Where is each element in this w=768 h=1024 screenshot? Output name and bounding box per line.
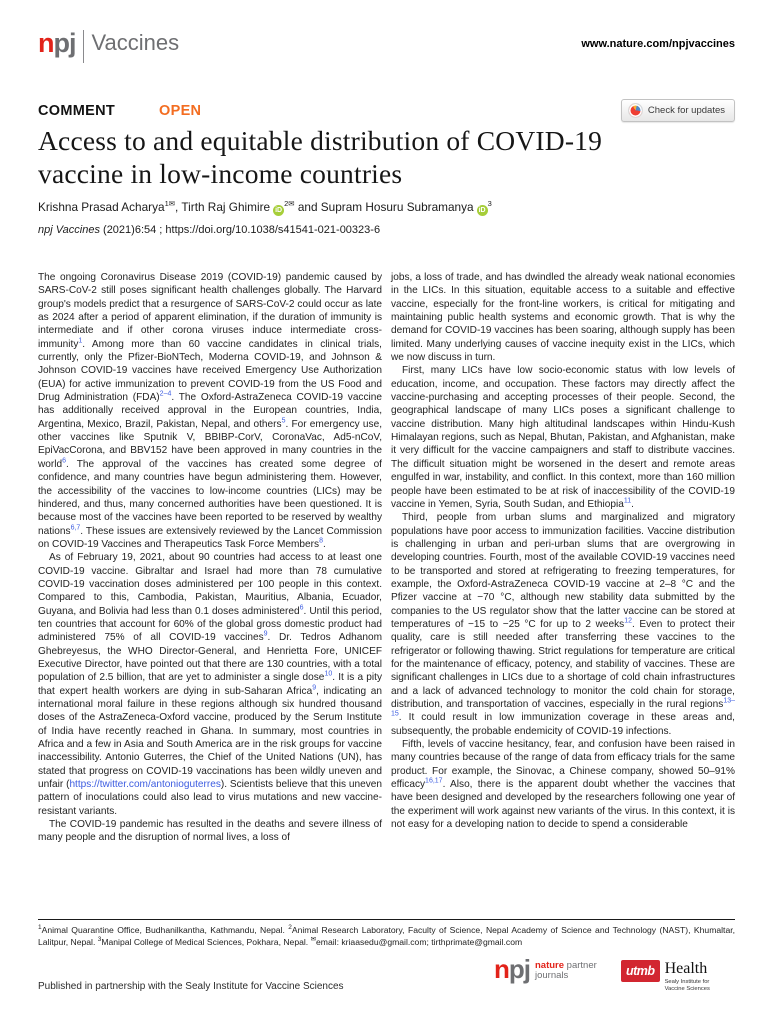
npj-footer-logo-text: npj [494, 954, 530, 984]
journal-url: www.nature.com/npjvaccines [581, 38, 735, 50]
paragraph: The COVID-19 pandemic has resulted in the deaths and severe illness of many people and the disruption of normal lives, a loss of [38, 819, 382, 844]
paragraph: Third, people from urban slums and marginalized and migratory populations have poor access to immunization facilities. Vaccine distribution is challenging in urban and peri-urban slums that are overgrowing in developing countries. Fourth, most of the available COVID-19 vaccines need to be transported and stored at refrigerating to freezing temperatures, for example, the Oxford-AstraZeneca COVID-19 vaccine at 2–8 °C and the Pfizer vaccine at −70 °C, although new stability data submitted by the companies to the US regulator show that the latter vaccine can be stored at temperatures of −15 to −25 °C for up to 2 weeks$^{12}$. Even to protect their quality, care is still needed after transferring these vaccines to the refrigerator or following thawing. Strict regulations for temperature are critical for the maintenance of efficacy, potency, and stability of vaccines. These are significant challenges in LICs due to a shortage of cold chain infrastructures and a lack of advanced technology to monitor the cold chain for storage, distribution, and transportation of vaccines, especially in the rural regions$^{13-15}$. It could result in low immunization coverage in these areas and, subsequently, the probable endemicity of COVID-19 infections. [391, 512, 735, 737]
citation-ref: 8 [319, 537, 323, 545]
npj-partner-logo [494, 954, 597, 984]
check-for-updates-button[interactable] [621, 99, 735, 122]
footnote-divider [38, 919, 735, 920]
npj-vaccines-logo [38, 30, 179, 63]
npj-logo-text: npj [38, 28, 76, 58]
inline-link[interactable]: https://twitter.com/antonioguterres [69, 779, 221, 791]
utmb-health-text: Health Sealy Institute for Vaccine Sciences [664, 960, 710, 992]
crossmark-icon [628, 103, 643, 118]
citation-ref: 6 [62, 457, 67, 465]
citation-ref: 6 [299, 604, 304, 612]
paragraph: Fifth, levels of vaccine hesitancy, fear, and confusion have been raised in many countries because of the range of data from efficacy trials for the same product. For example, the Sinovac, a Chinese company, showed 50–91% efficacy$^{16,17}$. Also, there is the apparent doubt whether the vaccines that have been designed and developed by the researchers following one year of the experiment will work against new variants of the virus. In this context, it is not easy for a developing nation to decide to spend a considerable [391, 739, 735, 831]
citation-ref: 2–4 [159, 390, 172, 398]
paragraph: jobs, a loss of trade, and has dwindled the already weak national economies in the LICs. In this situation, equitable access to a suitable and effective vaccine, especially for the front-line workers, is critical for mitigating and maintaining public health systems and economic growth. That is why the demand for COVID-19 vaccines has been soaring, although supply has been limited. Many underlying causes of vaccine inequity exist in the LICs, which we now discuss in turn. [391, 272, 735, 364]
sealy-institute-label: Sealy Institute for Vaccine Sciences [664, 978, 710, 992]
citation-ref: 6,7 [70, 524, 81, 532]
check-for-updates-label: Check for updates [647, 105, 725, 116]
citation-ref: 11 [623, 497, 632, 505]
journal-name: Vaccines [91, 30, 180, 55]
article-type-label: COMMENT [38, 102, 116, 119]
utmb-health-logo [621, 960, 710, 993]
column-right [391, 271, 735, 845]
orcid-icon: iD [275, 207, 283, 214]
citation-ref: 5 [281, 417, 286, 425]
paragraph: As of February 19, 2021, about 90 countries had access to at least one COVID-19 vaccine. Gibraltar and Israel had more than 78 cumulative COVID-19 vaccination doses administered per 100 people in this context. Compared to this, Cambodia, Pakistan, Mauritius, Albania, Ecuador, Guyana, and Bolivia had less than 0.1 doses administered$^6$. Until this period, ten countries that account for 60% of the global gross domestic product had administered 75% of all COVID-19 vaccines$^9$. Dr. Tedros Adhanom Ghebreyesus, the WHO Director-General, and Henrietta Fore, UNICEF Executive Director, have pointed out that there are 130 countries, with a total population of 2.5 billion, that are yet to administer a single dose$^{10}$. It is a pity that expert health workers are dying in sub-Saharan Africa$^9$, indicating an international moral failure in these regions although six hundred thousand doses of the AstraZeneca-Oxford vaccine, produced by the Serum Institute of India have recently reached in Ghana. In summary, most countries in Africa and a few in Asia and South America are in the risk groups for vaccine inaccessibility. Antonio Guterres, the Chief of the United Nations (UN), has stated that progress on COVID-19 vaccinations has been wildly uneven and unfair (https://twitter.com/antonioguterres). Scientists believe that this uneven pattern of inoculations could also lead to virus mutations and new vaccine-resistant variants. [38, 552, 383, 817]
utmb-logo-box: utmb [621, 960, 660, 982]
open-access-label: OPEN [159, 102, 202, 119]
citation-ref: 12 [624, 617, 632, 625]
citation-ref: 10 [324, 670, 333, 678]
citation-ref: 9 [312, 684, 317, 692]
citation-ref: 13–15 [391, 697, 735, 718]
nature-partner-journals-label: nature partner journals [535, 960, 597, 981]
partnership-statement: Published in partnership with the Sealy Institute for Vaccine Sciences [38, 981, 344, 992]
page-header [38, 30, 735, 63]
citation-ref: 9 [263, 630, 268, 638]
logo-divider [83, 30, 84, 63]
article-title: Access to and equitable distribution of COVID-19 vaccine in low-income countries [38, 125, 603, 189]
kicker-row [38, 99, 735, 122]
author-line: Krishna Prasad Acharya$^{1✉}$, Tirth Raj Ghimire $iD^{2✉}$ and Supram Hosuru Subramanya $iD^3$ [38, 199, 492, 214]
citation-ref: 1 [78, 337, 83, 345]
article-body [38, 271, 735, 845]
column-left [38, 271, 382, 845]
paragraph: The ongoing Coronavirus Disease 2019 (COVID-19) pandemic caused by SARS-CoV-2 still poses significant health challenges globally. The Harvard group's models predict that a resurgence of SARS-CoV-2 could occur as late as 2024 after a period of apparent elimination, if the duration of immunity is intermediate and if other corona viruses induce intermediate cross-immunity$^1$. Among more than 60 vaccine candidates in clinical trials, currently, only the Pfizer-BioNTech, Moderna COVID-19, and Johnson & Johnson COVID-19 vaccines have received Emergency Use Authorization (EUA) for active immunization to prevent COVID-19 from the US Food and Drug Administration (FDA)$^{2-4}$. The Oxford-AstraZeneca COVID-19 vaccine has additionally received approval in the European countries, India, Argentina, Mexico, Brazil, Pakistan, Nepal, and others$^5$. For emergency use, other vaccines like Sputnik V, BBIBP-CorV, CoronaVac, Ad5-nCoV, EpiVacCorona, and BBV152 have been approved in many countries in the world$^6$. The approval of the vaccines has created some degree of confidence, and many countries have begun administering them. However, the accessibility of the vaccines to low-income countries (LICs) may be hindered, and thus, many concerned authorities have been questioned. It is because most of the vaccines have been reported to be reserved by wealthy nations$^{6,7}$. These issues are extensively reviewed by the Lancet Commission on COVID-19 Vaccines and Therapeutics Task Force Members$^8$. [38, 272, 382, 550]
affiliations-footnote: $^1$Animal Quarantine Office, Budhanilkantha, Kathmandu, Nepal. $^2$Animal Research Laboratory, Faculty of Science, Nepal Academy of Science and Technology (NAST), Khumaltar, Lalitpur, Nepal. $^3$Manipal College of Medical Sciences, Pokhara, Nepal. ✉email: kriaasedu@gmail.com; tirthprimate@gmail.com [38, 924, 735, 947]
citation-line: npj Vaccines (2021)6:54 ; https://doi.org/10.1038/s41541-021-00323-6 [38, 224, 381, 236]
citation-ref: 16,17 [425, 777, 443, 785]
orcid-icon: iD [478, 207, 486, 214]
paragraph: First, many LICs have low socio-economic status with low levels of education, income, and occupation. These factors may directly affect the vaccine-purchasing and accepting processes of their people. Second, the geographical landscape of many LICs poses a significant challenge to vaccine distribution. Many high altitudinal landscapes within Hindu-Kush Himalayan regions, such as Nepal, Bhutan, Pakistan, and Afghanistan, make it very difficult for the vaccine campaigners and staff to distribute vaccines. The difficult situation might be worsened in the desert and remote areas engulfed in war, instability, and conflict. In this context, more than 160 million people have been estimated to be at risk of inaccessibility of the COVID-19 vaccine in Yemen, Syria, South Sudan, and Ethiopia$^{11}$. [391, 365, 735, 510]
